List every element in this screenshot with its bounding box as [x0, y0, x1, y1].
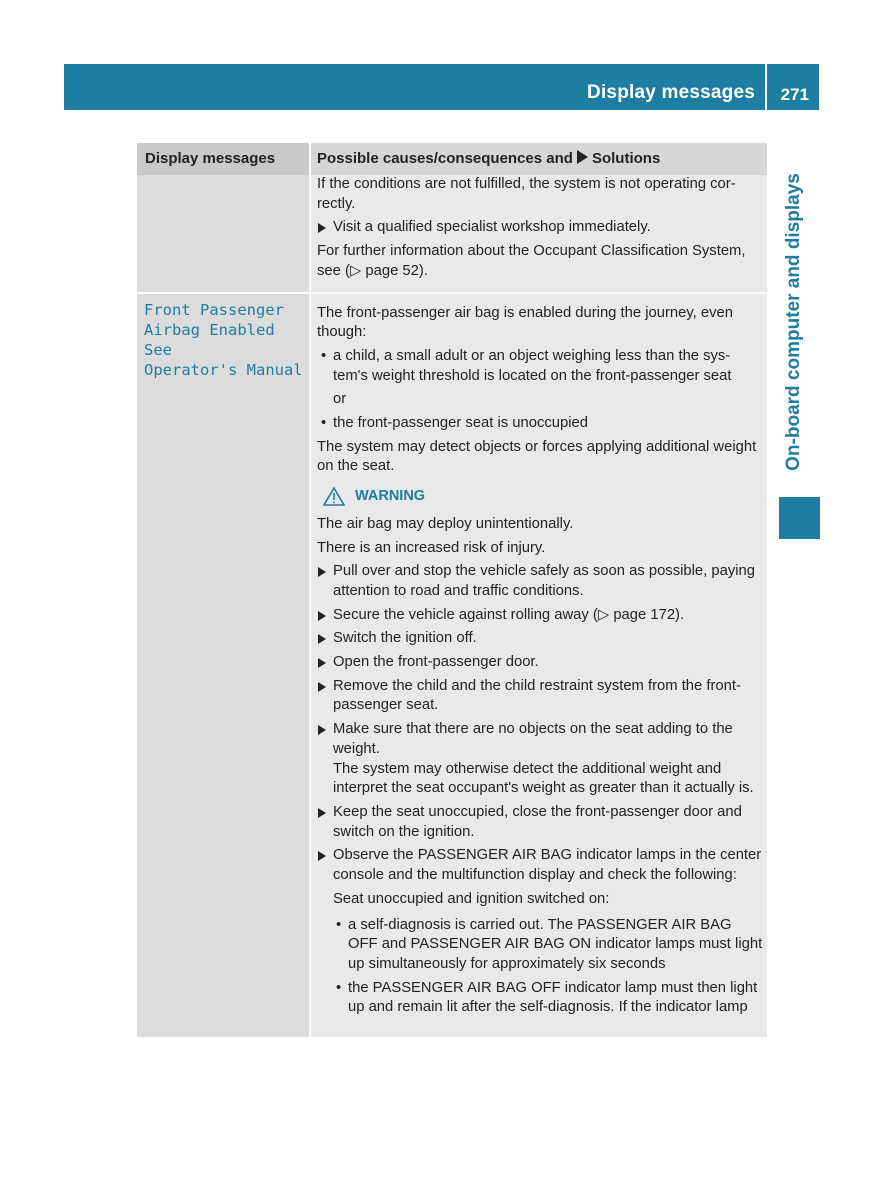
step-arrow-icon	[318, 567, 326, 577]
paragraph: or	[333, 391, 347, 408]
step-text: Open the front-passenger door.	[333, 654, 539, 671]
step-arrow-icon	[318, 223, 326, 233]
step-text: Keep the seat unoccupied, close the front-passenger door and switch on the ignition.	[333, 803, 742, 840]
paragraph: The system may detect objects or forces applying additional weight on the seat.	[317, 438, 757, 475]
step-text: Observe the PASSENGER AIR BAG indicator lamps in the center console and the multifunction display and check the following:	[333, 847, 762, 884]
causes-solutions-content	[317, 175, 765, 1022]
step-arrow-icon	[318, 682, 326, 692]
bullet-icon: •	[321, 347, 327, 364]
step-note: The system may otherwise detect the additional weight and interpret the seat occupant's weight as greater than it actually is.	[333, 760, 754, 797]
list-item	[317, 979, 765, 1018]
list-item-text: the front-passenger seat is unoccupied	[333, 415, 588, 432]
action-step	[317, 677, 765, 716]
list-item-text: the PASSENGER AIR BAG OFF indicator lamp must then light up and remain lit after the self-diagnosis. If the indicator lamp	[348, 979, 758, 1016]
section-title: Display messages	[587, 82, 755, 103]
list-item	[317, 347, 765, 386]
paragraph: If the conditions are not fulfilled, the system is not operating cor-rectly.	[317, 176, 736, 212]
paragraph: The air bag may deploy unintentionally.	[317, 515, 574, 532]
paragraph: There is an increased risk of injury.	[317, 539, 546, 556]
step-arrow-icon	[318, 634, 326, 644]
list-item-text: a child, a small adult or an object weighing less than the sys-tem's weight threshold is located on the front-passenger seat	[333, 347, 732, 384]
step-arrow-icon	[577, 150, 588, 164]
step-arrow-icon	[318, 808, 326, 818]
action-step	[317, 803, 765, 842]
action-step	[317, 629, 765, 649]
list-item	[317, 414, 765, 434]
messages-column	[137, 143, 309, 1037]
bullet-icon: •	[336, 916, 342, 933]
display-message-line: Operator's Manual	[144, 361, 303, 379]
page-number: 271	[780, 85, 809, 104]
action-step	[317, 720, 765, 799]
header-divider	[765, 64, 767, 110]
bullet-icon: •	[336, 979, 342, 996]
step-arrow-icon	[318, 725, 326, 735]
action-step	[317, 846, 765, 885]
step-text: Visit a qualified specialist workshop immediately.	[333, 219, 651, 236]
chapter-marker	[779, 497, 820, 539]
table-header	[137, 143, 767, 175]
step-arrow-icon	[318, 851, 326, 861]
step-text: Make sure that there are no objects on the seat adding to the weight.	[333, 721, 733, 757]
step-subheading: Seat unoccupied and ignition switched on:	[333, 890, 610, 907]
display-message-line: Front Passenger	[144, 301, 284, 319]
display-messages-table	[137, 143, 767, 1037]
step-text: Switch the ignition off.	[333, 630, 477, 647]
display-message-line: Airbag Enabled See	[144, 321, 275, 359]
warning-heading	[323, 487, 765, 507]
step-text: Pull over and stop the vehicle safely as soon as possible, paying attention to road and traffic conditions.	[333, 563, 755, 599]
column-header-messages: Display messages	[137, 143, 309, 175]
display-message-code	[144, 300, 309, 380]
list-item	[317, 916, 765, 975]
page-header	[64, 64, 819, 110]
bullet-icon: •	[321, 415, 327, 432]
warning-triangle-icon	[323, 487, 345, 506]
action-step	[317, 562, 765, 601]
chapter-tab	[768, 150, 820, 495]
step-text: Remove the child and the child restraint system from the front-passenger seat.	[333, 677, 741, 714]
column-header-causes: Possible causes/consequences and	[317, 150, 573, 167]
chapter-tab-label: On-board computer and displays	[783, 173, 804, 471]
step-text: Secure the vehicle against rolling away (▷ page 172).	[333, 606, 685, 623]
warning-label: WARNING	[355, 488, 426, 505]
step-arrow-icon	[318, 658, 326, 668]
step-arrow-icon	[318, 611, 326, 621]
column-header-solutions	[311, 143, 767, 175]
action-step	[317, 218, 765, 238]
paragraph: For further information about the Occupant Classification System, see (▷ page 52).	[317, 243, 746, 279]
action-step	[317, 653, 765, 673]
action-step	[317, 606, 765, 626]
column-header-solutions-label: Solutions	[591, 150, 661, 167]
list-item-text: a self-diagnosis is carried out. The PASSENGER AIR BAG OFF and PASSENGER AIR BAG ON indicator lamps must light up simultaneously for approximately six seconds	[348, 916, 763, 972]
paragraph: The front-passenger air bag is enabled during the journey, even though:	[317, 304, 733, 341]
